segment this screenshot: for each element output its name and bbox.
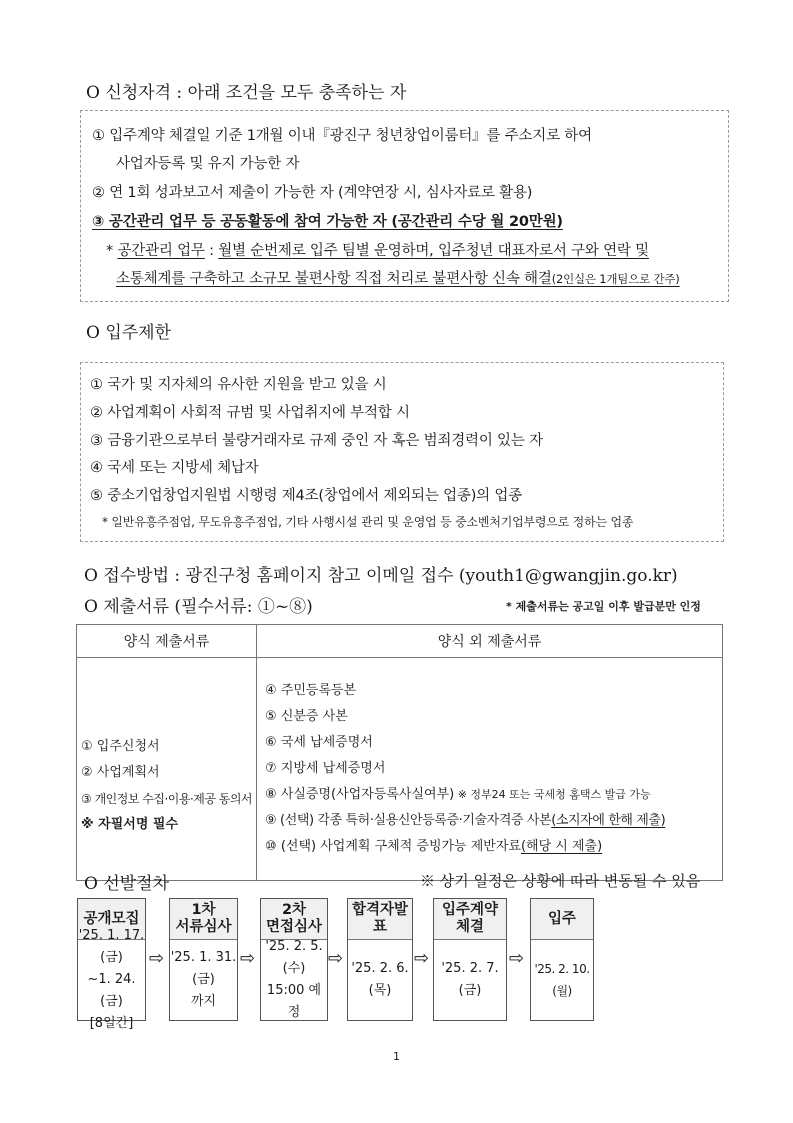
doc-extra: (소지자에 한해 제출) bbox=[551, 813, 666, 828]
note-text-2: 소통체계를 구축하고 소규모 불편사항 직접 처리로 불편사항 신속 해결 bbox=[116, 271, 552, 287]
step-contract bbox=[433, 898, 507, 1021]
table-header-row bbox=[77, 625, 723, 658]
other-doc-item: ④ 주민등록등본 bbox=[265, 683, 357, 698]
step-title-text: 서류심사 bbox=[175, 919, 232, 935]
step-date bbox=[170, 940, 237, 1020]
step-date-line: '25. 2. 7.(금) bbox=[441, 961, 499, 998]
eligibility-item-1-cont: 사업자등록 및 유지 가능한 자 bbox=[116, 156, 300, 172]
col-header-other-docs: 양식 외 제출서류 bbox=[257, 625, 723, 658]
step-date bbox=[434, 940, 506, 1020]
note-small: (2인실은 1개팀으로 간주) bbox=[551, 272, 680, 286]
step-date-line: ~1. 24.(금) bbox=[87, 972, 136, 1009]
documents-heading: O 제출서류 (필수서류: ①~⑧) bbox=[84, 597, 313, 617]
arrow-icon: ⇨ bbox=[328, 948, 344, 969]
restriction-note: * 일반유흥주점업, 무도유흥주점업, 기타 사행시설 관리 및 운영업 등 중소벤처기업부령으로 정하는 업종 bbox=[102, 515, 634, 529]
arrow-icon: ⇨ bbox=[149, 948, 165, 969]
step-open-recruitment bbox=[77, 898, 146, 1031]
step-title-text: 입주계약 bbox=[441, 902, 499, 918]
step-title-text: 체결 bbox=[455, 919, 484, 935]
step-date-line: 15:00 예정 bbox=[266, 983, 322, 1020]
eligibility-heading: O 신청자격 : 아래 조건을 모두 충족하는 자 bbox=[86, 83, 407, 103]
restriction-item-4: ④ 국세 또는 지방세 체납자 bbox=[90, 460, 259, 476]
note-prefix: * bbox=[106, 243, 118, 259]
form-doc-item: ③ 개인정보 수집·이용·제공 동의서 bbox=[81, 792, 253, 806]
other-doc-item: ⑥ 국세 납세증명서 bbox=[265, 735, 373, 750]
step-title bbox=[170, 899, 237, 940]
step-title-text: 1차 bbox=[191, 902, 216, 918]
note-label: 공간관리 업무 bbox=[117, 243, 205, 259]
table-row bbox=[77, 658, 723, 881]
doc-text: ⑧ 사실증명(사업자등록사실여부) bbox=[265, 787, 455, 802]
step-date-line: '25. 2. 5.(수) bbox=[265, 939, 323, 976]
step-title bbox=[348, 899, 412, 940]
eligibility-item-3: ③ 공간관리 업무 등 공동활동에 참여 가능한 자 (공간관리 수당 월 20만원) bbox=[92, 214, 563, 230]
step-title-text: 입주 bbox=[547, 910, 576, 927]
doc-extra: (해당 시 제출) bbox=[520, 839, 603, 854]
other-doc-item bbox=[265, 808, 718, 834]
doc-text: ⑩ (선택) 사업계획 구체적 증빙가능 제반자료 bbox=[265, 839, 521, 854]
step-document-review bbox=[169, 898, 238, 1021]
other-docs-cell bbox=[257, 658, 723, 881]
arrow-icon: ⇨ bbox=[414, 948, 430, 969]
form-docs-cell bbox=[77, 658, 257, 881]
step-date bbox=[348, 940, 412, 1020]
selection-note: ※ 상기 일정은 상황에 따라 변동될 수 있음 bbox=[420, 872, 701, 890]
step-date-line: 까지 bbox=[190, 994, 217, 1009]
step-title-text: 합격자발표 bbox=[351, 902, 409, 935]
documents-note: * 제출서류는 공고일 이후 발급분만 인정 bbox=[506, 600, 701, 613]
step-date-line: '25. 2. 10.(월) bbox=[534, 962, 590, 998]
other-doc-item bbox=[265, 834, 718, 860]
restriction-item-5: ⑤ 중소기업창업지원법 시행령 제4조(창업에서 제외되는 업종)의 업종 bbox=[90, 488, 522, 504]
eligibility-item-1: ① 입주계약 체결일 기준 1개월 이내『광진구 청년창업이룸터』를 주소지로 하여 bbox=[92, 128, 592, 144]
other-doc-item: ⑦ 지방세 납세증명서 bbox=[265, 761, 386, 776]
other-doc-item bbox=[265, 782, 718, 808]
step-date bbox=[78, 928, 145, 1031]
step-title bbox=[531, 899, 593, 940]
step-interview bbox=[260, 898, 328, 1021]
doc-extra: ※ 정부24 또는 국세청 홈택스 발급 가능 bbox=[454, 788, 651, 801]
arrow-icon: ⇨ bbox=[240, 948, 256, 969]
step-title bbox=[261, 899, 327, 940]
step-title-text: 2차 bbox=[281, 902, 307, 918]
step-date-line: '25. 1. 17.(금) bbox=[78, 928, 145, 965]
note-sep: : bbox=[204, 243, 219, 259]
step-title-text: 공개모집 bbox=[83, 910, 140, 927]
step-title-text: 면접심사 bbox=[265, 919, 323, 935]
note-text: 월별 순번제로 입주 팀별 운영하며, 입주청년 대표자로서 구와 연락 및 bbox=[218, 243, 649, 259]
arrow-icon: ⇨ bbox=[509, 948, 525, 969]
eligibility-item-2: ② 연 1회 성과보고서 제출이 가능한 자 (계약연장 시, 심사자료로 활용) bbox=[92, 185, 533, 201]
step-date-line: '25. 1. 31.(금) bbox=[170, 950, 237, 987]
step-date-line: [8일간] bbox=[89, 1016, 134, 1031]
page-number: 1 bbox=[393, 1050, 400, 1063]
step-date bbox=[261, 940, 327, 1020]
restriction-item-3: ③ 금융기관으로부터 불량거래자로 규제 중인 자 혹은 범죄경력이 있는 자 bbox=[90, 433, 543, 449]
form-doc-item: ① 입주신청서 bbox=[81, 739, 160, 754]
application-heading: O 접수방법 : 광진구청 홈페이지 참고 이메일 접수 (youth1@gwangjin.go.kr) bbox=[84, 566, 678, 586]
restrictions-heading: O 입주제한 bbox=[86, 323, 172, 343]
restriction-item-2: ② 사업계획이 사회적 규범 및 사업취지에 부적합 시 bbox=[90, 405, 410, 421]
selection-heading: O 선발절차 bbox=[84, 874, 170, 894]
step-date-line: '25. 2. 6.(목) bbox=[351, 961, 409, 998]
restriction-item-1: ① 국가 및 지자체의 유사한 지원을 받고 있을 시 bbox=[90, 377, 387, 393]
step-title bbox=[434, 899, 506, 940]
step-move-in bbox=[530, 898, 594, 1021]
documents-table bbox=[76, 624, 723, 881]
other-doc-item: ⑤ 신분증 사본 bbox=[265, 709, 348, 724]
eligibility-note-line2 bbox=[116, 267, 680, 288]
form-doc-item: ② 사업계획서 bbox=[81, 765, 160, 780]
doc-text: ⑨ (선택) 각종 특허·실용신안등록증·기술자격증 사본 bbox=[265, 813, 552, 828]
step-announcement bbox=[347, 898, 413, 1021]
step-date bbox=[531, 940, 593, 1020]
form-doc-note: ※ 자필서명 필수 bbox=[81, 817, 179, 832]
eligibility-note-line1 bbox=[106, 239, 649, 260]
col-header-form-docs: 양식 제출서류 bbox=[77, 625, 257, 658]
